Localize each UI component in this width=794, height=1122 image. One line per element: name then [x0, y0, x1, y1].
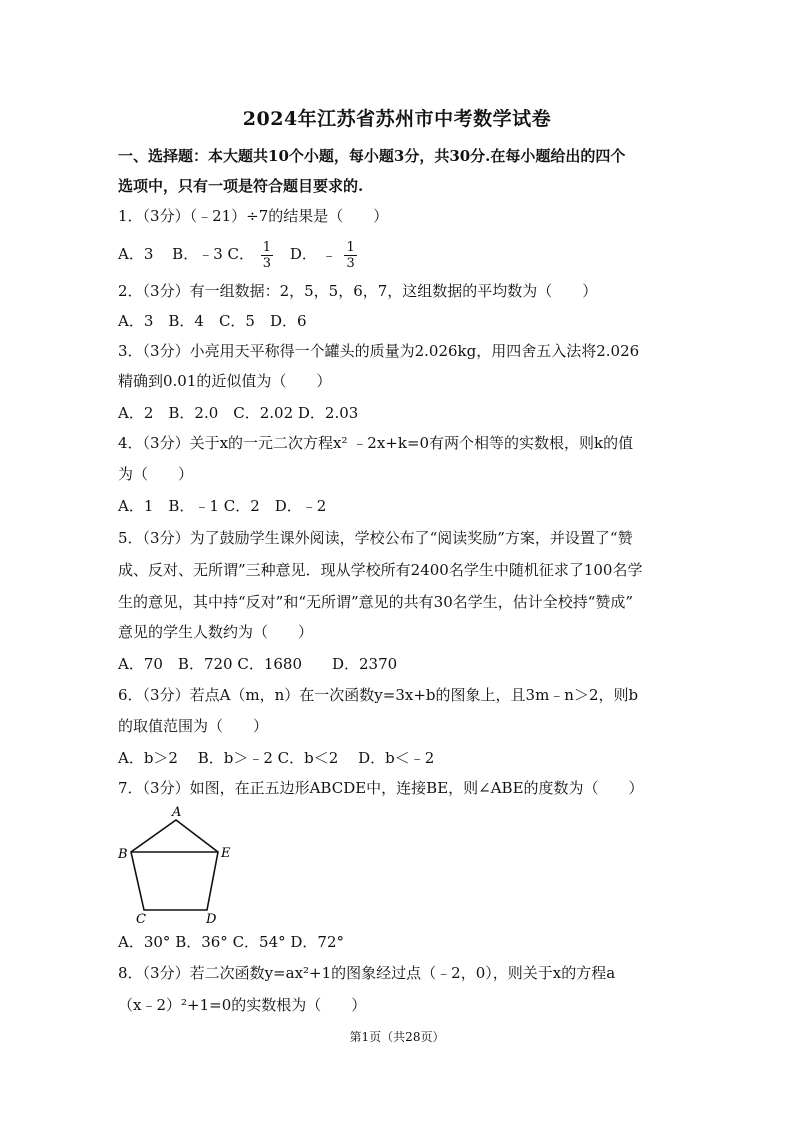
question-3-options: A．2 B．2.0 C．2.02 D．2.03	[118, 404, 359, 422]
question-1-options	[118, 236, 688, 272]
question-7-stem: 7．（3分）如图，在正五边形ABCDE中，连接BE，则∠ABE的度数为（ ）	[118, 779, 644, 797]
q1-c-numerator: 1	[262, 239, 272, 255]
question-8-stem-line-2: （x﹣2）²+1=0的实数根为（ ）	[118, 996, 367, 1014]
q1-d-denominator: 3	[346, 255, 355, 271]
question-6-options: A．b＞2 B．b＞﹣2 C．b＜2 D．b＜﹣2	[118, 749, 435, 767]
question-4-options: A．1 B．﹣1 C．2 D．﹣2	[118, 497, 327, 515]
page-footer: 第1页（共28页）	[349, 1030, 445, 1044]
question-3-stem-line-2: 精确到0.01的近似值为（ ）	[118, 372, 332, 390]
question-5-options: A．70 B．720 C．1680 D．2370	[118, 655, 398, 673]
question-8-stem-line-1: 8．（3分）若二次函数y=ax²+1的图象经过点（﹣2，0），则关于x的方程a	[118, 964, 616, 982]
question-6-stem-line-2: 的取值范围为（ ）	[118, 717, 269, 735]
question-5-stem-line-2: 成、反对、无所谓”三种意见．现从学校所有2400名学生中随机征求了100名学	[118, 561, 643, 579]
vertex-label-e: E	[221, 846, 231, 861]
vertex-label-c: C	[136, 912, 146, 924]
question-5-stem-line-3: 生的意见，其中持“反对”和“无所谓”意见的共有30名学生，估计全校持“赞成”	[118, 593, 634, 611]
pentagon-figure	[112, 804, 242, 924]
question-7-options: A．30° B．36° C．54° D．72°	[118, 933, 345, 951]
section-heading-line-2: 选项中，只有一项是符合题目要求的.	[118, 177, 364, 195]
q1-option-c: C．	[227, 245, 255, 263]
question-1-stem: 1．（3分）（﹣21）÷7的结果是（ ）	[118, 207, 389, 225]
q1-d-sign: ﹣	[321, 246, 337, 264]
question-6-stem-line-1: 6．（3分）若点A（m，n）在一次函数y=3x+b的图象上，且3m﹣n＞2，则b	[118, 686, 639, 704]
q1-option-a: A．3	[118, 245, 154, 263]
q1-c-denominator: 3	[262, 255, 272, 271]
q1-option-b: B．﹣3	[172, 245, 223, 263]
question-5-stem-line-1: 5．（3分）为了鼓励学生课外阅读，学校公布了“阅读奖励”方案，并设置了“赞	[118, 529, 633, 547]
q1-option-c-fraction	[261, 240, 273, 271]
page-title: 2024年江苏省苏州市中考数学试卷	[242, 108, 552, 130]
vertex-label-d: D	[206, 912, 217, 924]
question-2-options: A．3 B．4 C．5 D．6	[118, 312, 307, 330]
question-4-stem-line-2: 为（ ）	[118, 465, 194, 483]
question-4-stem-line-1: 4．（3分）关于x的一元二次方程x² ﹣2x+k=0有两个相等的实数根，则k的值	[118, 434, 634, 452]
pentagon-shape	[131, 820, 218, 910]
question-5-stem-line-4: 意见的学生人数约为（ ）	[118, 623, 314, 641]
vertex-label-a: A	[172, 805, 182, 820]
q1-option-d: D．	[289, 245, 317, 263]
section-heading-line-1: 一、选择题：本大题共10个小题，每小题3分，共30分.在每小题给出的四个	[118, 147, 626, 165]
vertex-label-b: B	[118, 847, 128, 862]
question-2-stem: 2．（3分）有一组数据：2，5，5，6，7，这组数据的平均数为（ ）	[118, 282, 598, 300]
question-3-stem-line-1: 3．（3分）小亮用天平称得一个罐头的质量为2.026kg，用四舍五入法将2.026	[118, 342, 640, 360]
q1-d-numerator: 1	[346, 239, 355, 255]
q1-option-d-fraction	[344, 240, 356, 271]
